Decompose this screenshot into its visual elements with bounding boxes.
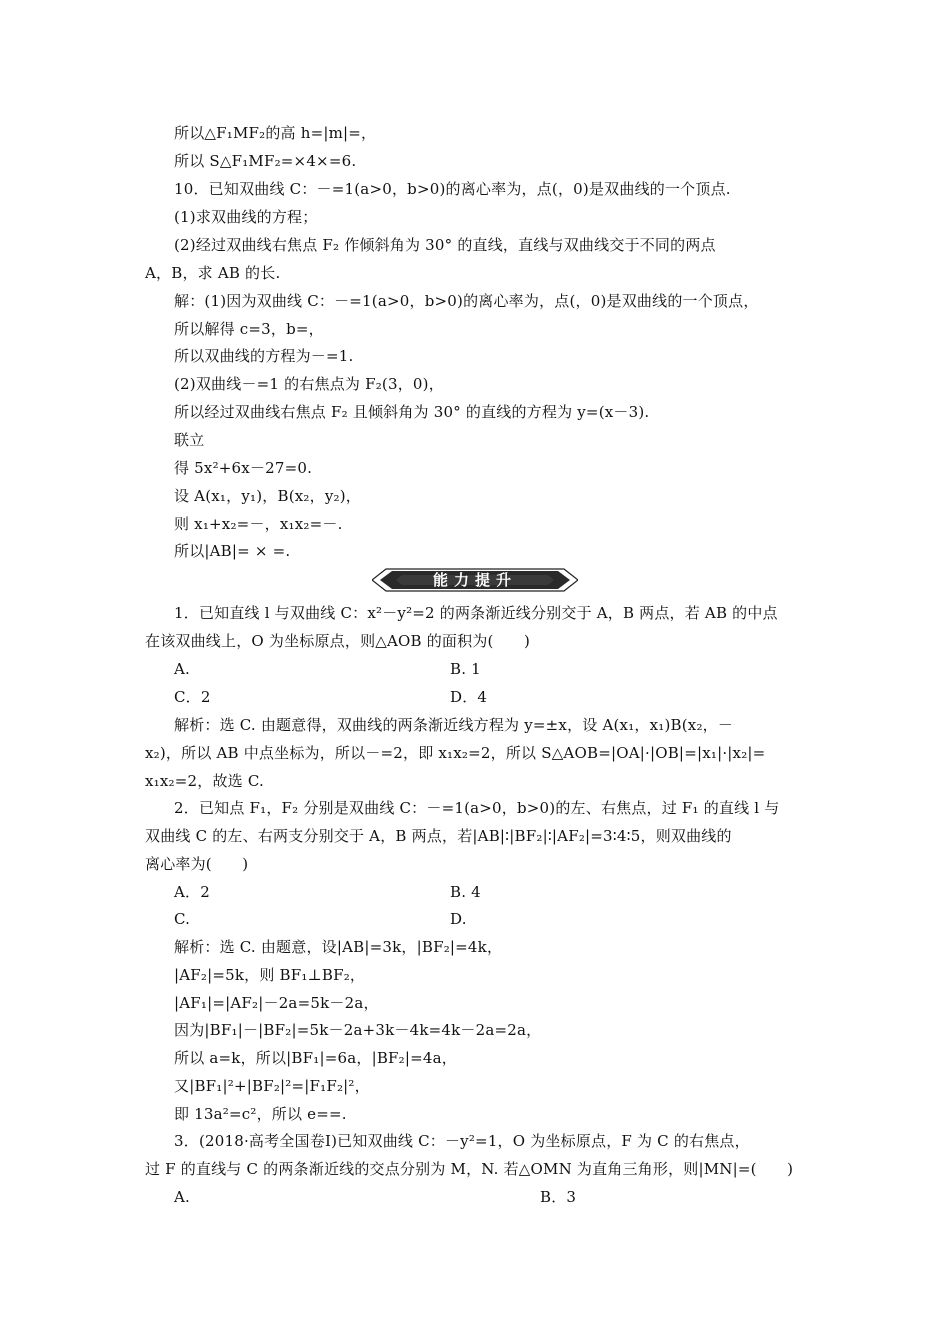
solution-line: x₁x₂=2，故选 C. <box>145 772 264 790</box>
solution-line: 联立 <box>174 431 205 449</box>
option-c: C．2 <box>174 688 211 706</box>
option-b: B. 1 <box>450 660 481 678</box>
solution-line: 即 13a²=c²，所以 e==. <box>174 1105 347 1123</box>
question-1-stem: 1．已知直线 l 与双曲线 C：x²－y²=2 的两条渐近线分别交于 A，B 两点，若 AB 的中点 <box>174 604 778 622</box>
solution-line: 解：(1)因为双曲线 C：－=1(a>0，b>0)的离心率为，点(，0)是双曲线的一个顶点， <box>174 292 759 310</box>
banner-title: 能力提升 <box>432 571 517 589</box>
question-3-stem: 3．(2018·高考全国卷Ⅰ)已知双曲线 C：－y²=1，O 为坐标原点，F 为 C 的右焦点， <box>174 1132 750 1150</box>
question-10-part2: (2)经过双曲线右焦点 F₂ 作倾斜角为 30° 的直线，直线与双曲线交于不同的两点 <box>174 236 716 254</box>
solution-line: x₂)，所以 AB 中点坐标为，所以－=2，即 x₁x₂=2，所以 S△AOB=|OA|·|OB|=|x₁|·|x₂|= <box>145 744 766 762</box>
option-a: A．2 <box>174 883 210 901</box>
question-10-part1: (1)求双曲线的方程； <box>174 208 318 226</box>
solution-line: 所以经过双曲线右焦点 F₂ 且倾斜角为 30° 的直线的方程为 y=(x－3). <box>174 403 650 421</box>
question-10-part2-cont: A，B，求 AB 的长. <box>145 264 281 282</box>
solution-line: 解析：选 C. 由题意，设|AB|=3k，|BF₂|=4k， <box>174 938 503 956</box>
option-d: D．4 <box>450 688 488 706</box>
question-2-stem-cont: 双曲线 C 的左、右两支分别交于 A，B 两点，若|AB|∶|BF₂|∶|AF₂|=3∶4∶5，则双曲线的 <box>145 827 732 845</box>
question-2-stem-cont: 离心率为( ) <box>145 855 249 873</box>
solution-line: 设 A(x₁，y₁)，B(x₂，y₂)， <box>174 487 361 505</box>
question-2-stem: 2．已知点 F₁，F₂ 分别是双曲线 C：－=1(a>0，b>0)的左、右焦点，过 F₁ 的直线 l 与 <box>174 799 780 817</box>
solution-line: 所以|AB|= × =. <box>174 542 291 560</box>
solution-line: |AF₂|=5k，则 BF₁⊥BF₂， <box>174 966 366 984</box>
solution-line: 解析：选 C. 由题意得，双曲线的两条渐近线方程为 y=±x，设 A(x₁，x₁)B(x₂，－ <box>174 716 734 734</box>
option-c: C. <box>174 910 191 928</box>
solution-line: 则 x₁+x₂=－，x₁x₂=－. <box>174 515 343 533</box>
question-3-stem-cont: 过 F 的直线与 C 的两条渐近线的交点分别为 M，N. 若△OMN 为直角三角形，则|MN|=( ) <box>145 1160 794 1178</box>
solution-line: 得 5x²+6x－27=0. <box>174 459 313 477</box>
solution-line: 所以解得 c=3，b=， <box>174 320 324 338</box>
section-banner <box>372 568 578 592</box>
text-line: 所以 S△F₁MF₂=×4×=6. <box>174 152 357 170</box>
solution-line: 又|BF₁|²+|BF₂|²=|F₁F₂|²， <box>174 1077 370 1095</box>
option-d: D. <box>450 910 467 928</box>
option-a: A. <box>174 660 191 678</box>
option-b: B．3 <box>540 1188 577 1206</box>
solution-line: 因为|BF₁|－|BF₂|=5k－2a+3k－4k=4k－2a=2a， <box>174 1021 542 1039</box>
question-10-stem: 10．已知双曲线 C：－=1(a>0，b>0)的离心率为，点(，0)是双曲线的一个顶点. <box>174 180 731 198</box>
question-1-stem-cont: 在该双曲线上，O 为坐标原点，则△AOB 的面积为( ) <box>145 632 531 650</box>
solution-line: (2)双曲线－=1 的右焦点为 F₂(3，0)， <box>174 375 444 393</box>
solution-line: |AF₁|=|AF₂|－2a=5k－2a， <box>174 994 379 1012</box>
text-line: 所以△F₁MF₂的高 h=|m|=， <box>174 124 377 142</box>
solution-line: 所以 a=k，所以|BF₁|=6a，|BF₂|=4a， <box>174 1049 457 1067</box>
option-a: A. <box>174 1188 191 1206</box>
solution-line: 所以双曲线的方程为－=1. <box>174 347 354 365</box>
option-b: B. 4 <box>450 883 481 901</box>
